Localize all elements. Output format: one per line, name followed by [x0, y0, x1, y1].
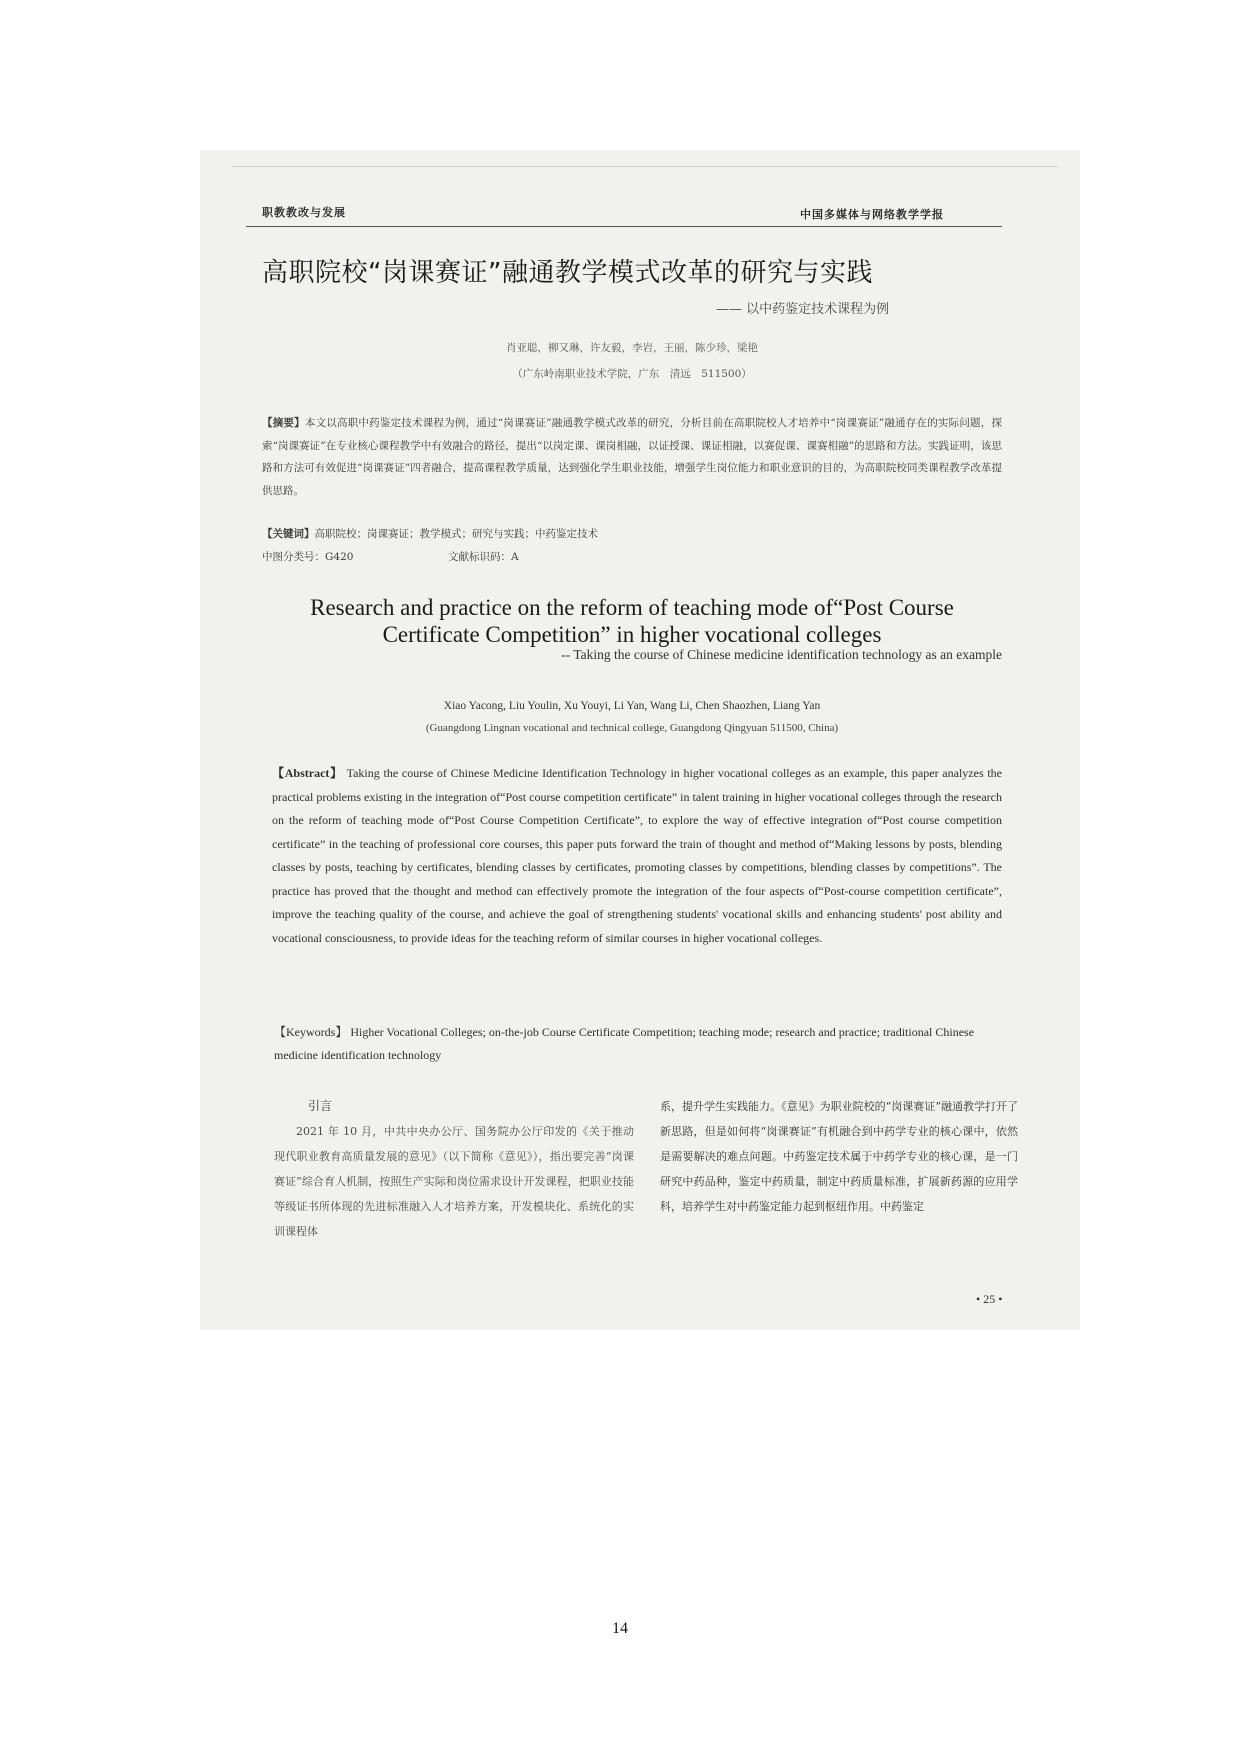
chinese-keywords-text: 高职院校；岗课赛证；教学模式；研究与实践；中药鉴定技术 [314, 528, 598, 540]
chinese-title: 高职院校“岗课赛证”融通教学模式改革的研究与实践 [262, 258, 873, 288]
chinese-keywords-label: 【关键词】 [262, 528, 315, 540]
english-subtitle: -- Taking the course of Chinese medicine identification technology as an example [561, 647, 1002, 662]
document-page-number: 14 [612, 1620, 628, 1637]
body-right-paragraph: 系，提升学生实践能力。《意见》为职业院校的“岗课赛证”融通教学打开了新思路，但是如何将“岗课赛证”有机融合到中药学专业的核心课中，依然是需要解决的难点问题。中药鉴定技术属于中药学专业的核心课，是一门研究中药品种，鉴定中药质量，制定中药质量标准，扩展新药源的应用学科，培养学生对中药鉴定能力起到枢纽作用。中药鉴定 [660, 1100, 1018, 1213]
chinese-abstract-label: 【摘要】 [262, 417, 305, 429]
chinese-abstract [262, 412, 1002, 502]
english-keywords [274, 1021, 1002, 1067]
english-title: Research and practice on the reform of teaching mode of“Post Course Certificate Competition” in higher vocational colleges [310, 595, 954, 647]
english-keywords-text: Higher Vocational Colleges; on-the-job Course Certificate Competition; teaching mode; research and practice; traditional Chinese medicine identification technology [274, 1025, 975, 1062]
body-left-paragraph: 2021 年 10 月，中共中央办公厅、国务院办公厅印发的《关于推动现代职业教育高质量发展的意见》（以下简称《意见》），指出要完善“岗课赛证”综合育人机制，按照生产实际和岗位需求设计开发课程，把职业技能等级证书所体现的先进标准融入人才培养方案，开发模块化、系统化的实训课程体 [274, 1125, 634, 1238]
chinese-affiliation: （广东岭南职业技术学院，广东 清远 511500） [512, 368, 752, 380]
body-column-left [274, 1094, 634, 1244]
english-abstract-text: Taking the course of Chinese Medicine Identification Technology in higher vocational colleges as an example, this paper analyzes the practical problems existing in the integration of“Post course competition certificate” in talent training in higher vocational colleges through the research on the reform of teaching mode of“Post Course Competition Certificate”, to explore the way of effective integration of“Post course competition certificate” in the teaching of professional core courses, this paper puts forward the train of thought and method of“Making lessons by posts, blending classes by posts, teaching by certificates, blending classes by certificates, promoting classes by competitions, blending classes by competitions”. The practice has proved that the thought and method can effectively promote the integration of the four aspects of“Post-course competition certificate”, improve the teaching quality of the course, and achieve the goal of strengthening students' vocational skills and enhancing students' post ability and vocational consciousness, to provide ideas for the teaching reform of similar courses in higher vocational colleges. [272, 766, 1003, 945]
chinese-abstract-text: 本文以高职中药鉴定技术课程为例，通过“岗课赛证”融通教学模式改革的研究，分析目前在高职院校人才培养中“岗课赛证”融通存在的实际问题，探索“岗课赛证”在专业核心课程教学中有效融合的路径，提出“以岗定课、课岗相融，以证授课、课证相融，以赛促课、课赛相融”的思路和方法。实践证明，该思路和方法可有效促进“岗课赛证”四者融合，提高课程教学质量，达到强化学生职业技能，增强学生岗位能力和职业意识的目的，为高职院校同类课程教学改革提供思路。 [262, 417, 1002, 497]
chinese-keywords [262, 526, 1002, 541]
running-header-left: 职教教改与发展 [262, 206, 346, 219]
english-abstract-label: 【Abstract】 [272, 766, 343, 780]
clc-number: 中图分类号：G420 [262, 551, 354, 563]
document-code: 文献标识码：A [448, 551, 519, 563]
scan-top-edge [232, 166, 1058, 167]
chinese-subtitle: —— 以中药鉴定技术课程为例 [716, 302, 890, 317]
header-rule [246, 226, 1002, 227]
body-column-right [660, 1094, 1018, 1219]
english-abstract [272, 762, 1002, 950]
running-header-right: 中国多媒体与网络教学学报 [800, 208, 944, 221]
english-affiliation: (Guangdong Lingnan vocational and technical college, Guangdong Qingyuan 511500, China) [425, 722, 839, 734]
scan-page-number: • 25 • [976, 1292, 1003, 1306]
english-authors: Xiao Yacong, Liu Youlin, Xu Youyi, Li Yan, Wang Li, Chen Shaozhen, Liang Yan [443, 700, 821, 712]
english-keywords-label: 【Keywords】 [274, 1025, 348, 1039]
classification-row [262, 549, 1002, 564]
chinese-authors: 肖亚聪，柳又琳，许友毅，李岩，王丽，陈少珍，梁艳 [506, 342, 758, 354]
intro-heading: 引言 [308, 1099, 333, 1113]
